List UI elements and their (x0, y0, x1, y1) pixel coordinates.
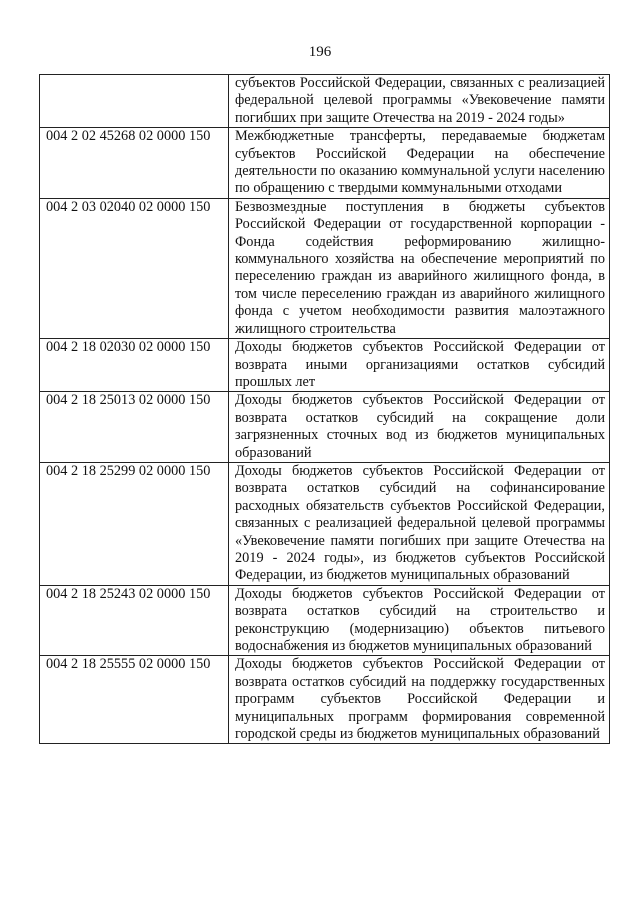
budget-code: 004 2 18 25243 02 0000 150 (40, 585, 229, 656)
table-row (40, 198, 610, 338)
table-row (40, 462, 610, 585)
income-description: Доходы бюджетов субъектов Российской Федерации от возврата остатков субсидий на поддержку государственных программ субъектов Российской Федерации и муниципальных программ формирования современной городской среды из бюджетов муниципальных образований (229, 656, 610, 744)
page-number: 196 (308, 44, 332, 60)
budget-code: 004 2 02 45268 02 0000 150 (40, 128, 229, 199)
income-description: Доходы бюджетов субъектов Российской Федерации от возврата остатков субсидий на софинансирование расходных обязательств субъектов Российской Федерации, связанных с реализацией федеральной целевой программы «Увековечение памяти погибших при защите Отечества на 2019 - 2024 годы», из бюджетов субъектов Российской Федерации, из бюджетов муниципальных образований (229, 462, 610, 585)
income-description: Доходы бюджетов субъектов Российской Федерации от возврата иными организациями остатков субсидий прошлых лет (229, 339, 610, 392)
budget-code (40, 75, 229, 128)
budget-code: 004 2 18 25299 02 0000 150 (40, 462, 229, 585)
income-description: Доходы бюджетов субъектов Российской Федерации от возврата остатков субсидий на строительство и реконструкцию (модернизацию) объектов питьевого водоснабжения из бюджетов муниципальных образований (229, 585, 610, 656)
table-row (40, 656, 610, 744)
table-row (40, 128, 610, 199)
income-description: субъектов Российской Федерации, связанных с реализацией федеральной целевой программы «Увековечение памяти погибших при защите Отечества на 2019 - 2024 годы» (229, 75, 610, 128)
budget-code: 004 2 18 02030 02 0000 150 (40, 339, 229, 392)
income-description: Безвозмездные поступления в бюджеты субъектов Российской Федерации от государственной корпорации - Фонда содействия реформированию жилищно-коммунального хозяйства на обеспечение мероприятий по переселению граждан из аварийного жилищного фонда, в том числе переселению граждан из аварийного жилищного фонда с учетом необходимости развития малоэтажного жилищного строительства (229, 198, 610, 338)
table-row (40, 585, 610, 656)
income-description: Межбюджетные трансферты, передаваемые бюджетам субъектов Российской Федерации на обеспечение деятельности по оказанию коммунальной услуги населению по обращению с твердыми коммунальными отходами (229, 128, 610, 199)
budget-code: 004 2 18 25555 02 0000 150 (40, 656, 229, 744)
table-row (40, 392, 610, 463)
budget-codes-table (39, 74, 610, 744)
table-row (40, 75, 610, 128)
budget-code: 004 2 18 25013 02 0000 150 (40, 392, 229, 463)
budget-code: 004 2 03 02040 02 0000 150 (40, 198, 229, 338)
income-description: Доходы бюджетов субъектов Российской Федерации от возврата остатков субсидий на сокращение доли загрязненных сточных вод из бюджетов муниципальных образований (229, 392, 610, 463)
table-row (40, 339, 610, 392)
